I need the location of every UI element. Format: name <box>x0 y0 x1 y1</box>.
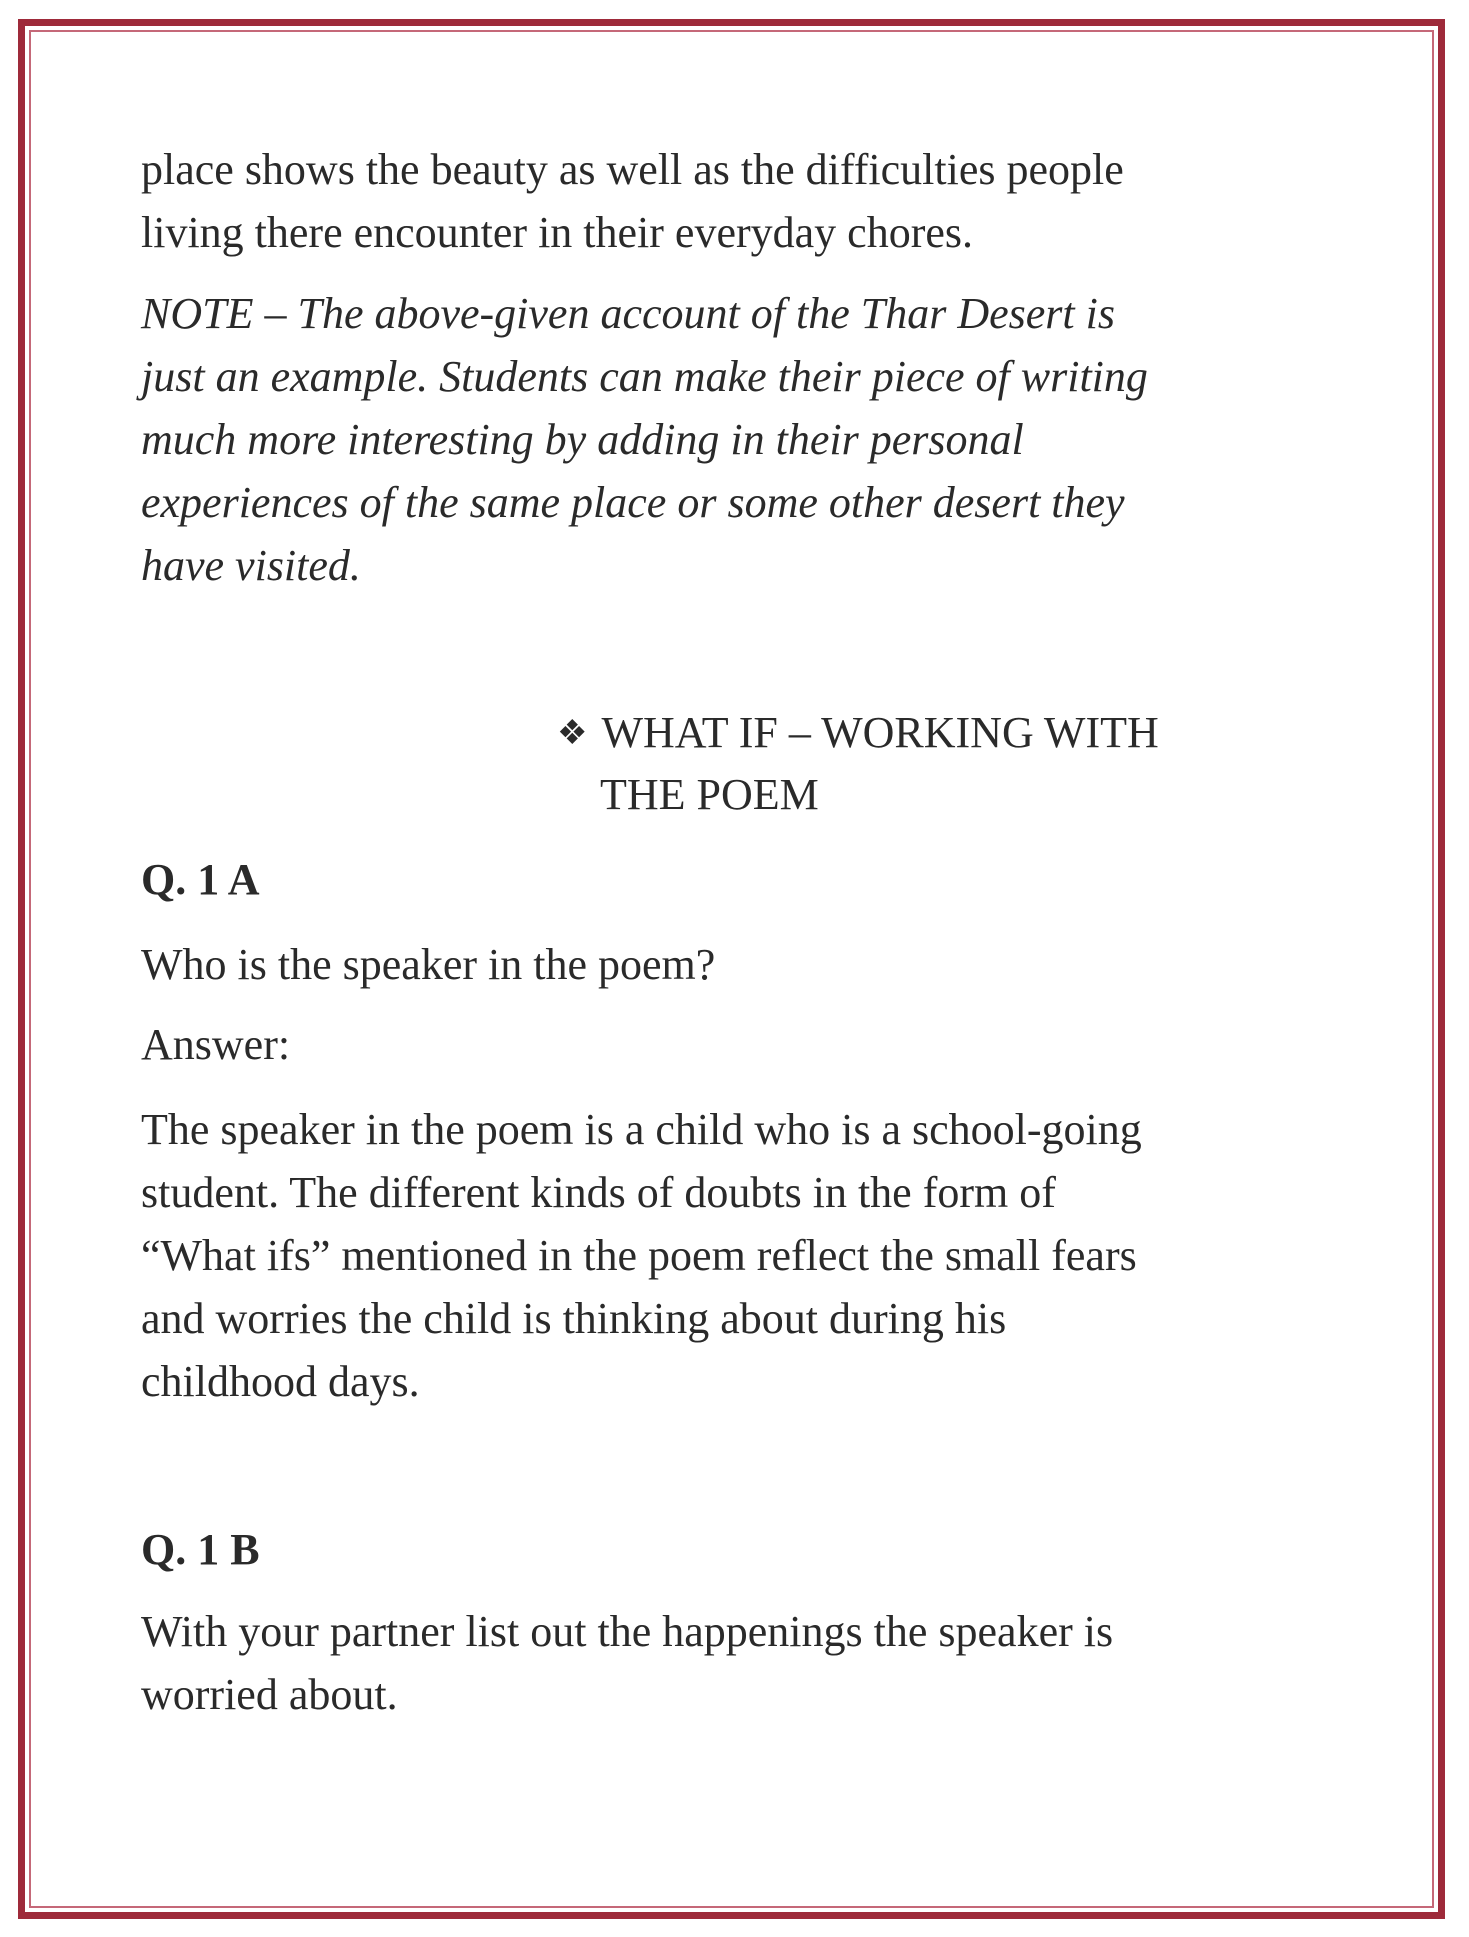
text-line: have visited. <box>141 541 361 590</box>
answer-paragraph <box>141 1098 1341 1413</box>
question-text <box>141 1600 1341 1726</box>
text-line: living there encounter in their everyday chores. <box>141 208 974 257</box>
question-label: Q. 1 A <box>141 855 260 904</box>
text-line: place shows the beauty as well as the difficulties people <box>141 145 1124 194</box>
text-line: “What ifs” mentioned in the poem reflect the small fears <box>141 1231 1137 1280</box>
answer-label: Answer: <box>141 1020 291 1069</box>
text-line: experiences of the same place or some other desert they <box>141 478 1125 527</box>
text-line: NOTE – The above-given account of the Thar Desert is <box>141 289 1115 338</box>
text-line: The speaker in the poem is a child who is a school-going <box>141 1105 1142 1154</box>
heading-line: WHAT IF – WORKING WITH <box>601 708 1159 757</box>
text-line: just an example. Students can make their piece of writing <box>141 352 1148 401</box>
note-paragraph <box>141 282 1341 597</box>
text-line: worried about. <box>141 1670 398 1719</box>
text-line: student. The different kinds of doubts in the form of <box>141 1168 1056 1217</box>
heading-line: THE POEM <box>600 770 819 819</box>
text-line: With your partner list out the happenings the speaker is <box>141 1607 1114 1656</box>
question-label: Q. 1 B <box>141 1525 260 1574</box>
question-text: Who is the speaker in the poem? <box>141 940 716 989</box>
section-heading <box>557 702 1357 825</box>
text-line: much more interesting by adding in their personal <box>141 415 1024 464</box>
intro-paragraph <box>141 138 1341 264</box>
text-line: childhood days. <box>141 1357 420 1406</box>
text-line: and worries the child is thinking about during his <box>141 1294 1007 1343</box>
diamond-bullet-icon: ❖ <box>557 715 588 752</box>
